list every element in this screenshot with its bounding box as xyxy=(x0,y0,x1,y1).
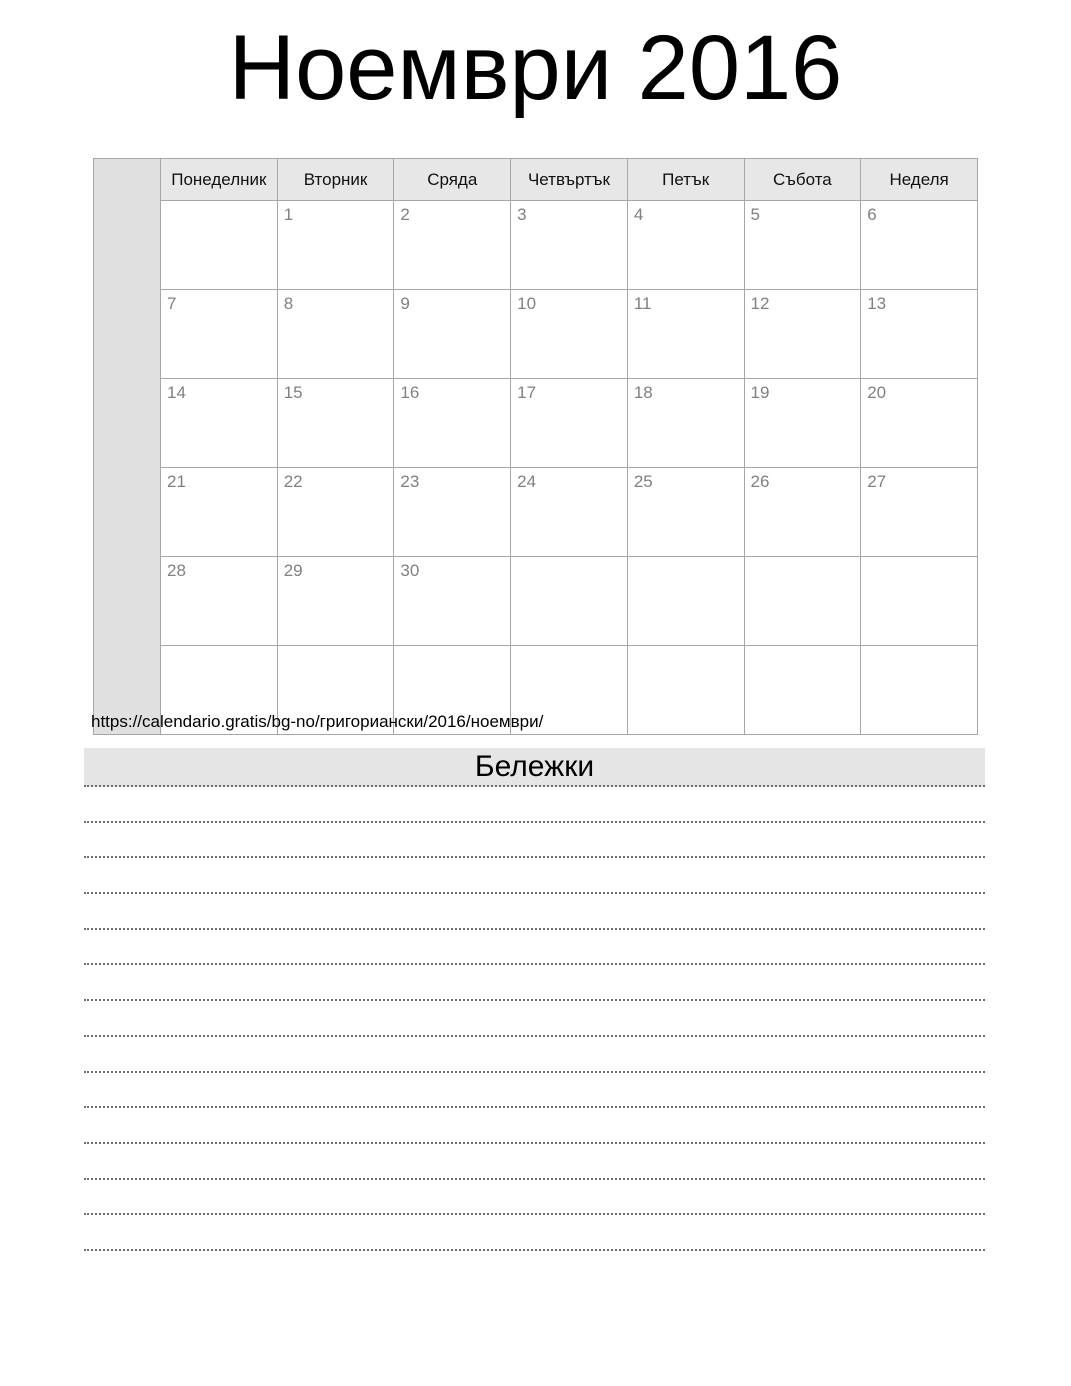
page-title: Ноември 2016 xyxy=(228,17,843,119)
weekday-header-6: Събота xyxy=(744,159,861,201)
weekday-header-2: Вторник xyxy=(277,159,394,201)
day-cell-27: 27 xyxy=(861,468,978,557)
note-line xyxy=(84,1144,985,1180)
note-line xyxy=(84,930,985,966)
weekday-header-7: Неделя xyxy=(861,159,978,201)
note-line xyxy=(84,1180,985,1216)
note-line xyxy=(84,858,985,894)
note-line xyxy=(84,1108,985,1144)
day-cell-empty xyxy=(861,646,978,735)
day-cell-7: 7 xyxy=(161,290,278,379)
weekday-header-5: Петък xyxy=(627,159,744,201)
week-row-3 xyxy=(94,379,978,468)
weekday-header-3: Сряда xyxy=(394,159,511,201)
day-cell-23: 23 xyxy=(394,468,511,557)
day-cell-2: 2 xyxy=(394,201,511,290)
day-cell-16: 16 xyxy=(394,379,511,468)
day-cell-empty xyxy=(627,557,744,646)
note-line xyxy=(84,965,985,1001)
day-cell-30: 30 xyxy=(394,557,511,646)
day-cell-9: 9 xyxy=(394,290,511,379)
note-line xyxy=(84,1037,985,1073)
note-line xyxy=(84,1073,985,1109)
weekday-header-4: Четвъртък xyxy=(511,159,628,201)
day-cell-empty xyxy=(627,646,744,735)
day-cell-14: 14 xyxy=(161,379,278,468)
day-cell-20: 20 xyxy=(861,379,978,468)
day-cell-25: 25 xyxy=(627,468,744,557)
note-line xyxy=(84,894,985,930)
day-cell-22: 22 xyxy=(277,468,394,557)
day-cell-empty xyxy=(744,646,861,735)
calendar-table xyxy=(93,158,978,735)
side-strip xyxy=(94,159,161,735)
day-cell-empty xyxy=(861,557,978,646)
day-cell-5: 5 xyxy=(744,201,861,290)
day-cell-29: 29 xyxy=(277,557,394,646)
day-cell-8: 8 xyxy=(277,290,394,379)
weekday-header-1: Понеделник xyxy=(161,159,278,201)
note-line xyxy=(84,787,985,823)
day-cell-24: 24 xyxy=(511,468,628,557)
day-cell-10: 10 xyxy=(511,290,628,379)
note-line xyxy=(84,1001,985,1037)
source-url: https://calendario.gratis/bg-no/григориански/2016/ноември/ xyxy=(91,712,544,731)
day-cell-empty xyxy=(511,557,628,646)
notes-header xyxy=(84,748,985,787)
calendar-table-body xyxy=(94,159,978,735)
note-line xyxy=(84,1215,985,1251)
day-cell-21: 21 xyxy=(161,468,278,557)
day-cell-12: 12 xyxy=(744,290,861,379)
day-cell-18: 18 xyxy=(627,379,744,468)
day-cell-17: 17 xyxy=(511,379,628,468)
day-cell-11: 11 xyxy=(627,290,744,379)
day-cell-1: 1 xyxy=(277,201,394,290)
notes-heading-label: Бележки xyxy=(474,750,595,783)
day-cell-6: 6 xyxy=(861,201,978,290)
week-row-1 xyxy=(94,201,978,290)
day-cell-4: 4 xyxy=(627,201,744,290)
day-cell-19: 19 xyxy=(744,379,861,468)
note-line xyxy=(84,823,985,859)
weekday-header-row xyxy=(94,159,978,201)
day-cell-empty xyxy=(161,201,278,290)
notes-lines xyxy=(84,787,985,1251)
day-cell-28: 28 xyxy=(161,557,278,646)
week-row-4 xyxy=(94,468,978,557)
week-row-2 xyxy=(94,290,978,379)
day-cell-13: 13 xyxy=(861,290,978,379)
day-cell-26: 26 xyxy=(744,468,861,557)
day-cell-empty xyxy=(744,557,861,646)
week-row-5 xyxy=(94,557,978,646)
day-cell-3: 3 xyxy=(511,201,628,290)
day-cell-15: 15 xyxy=(277,379,394,468)
